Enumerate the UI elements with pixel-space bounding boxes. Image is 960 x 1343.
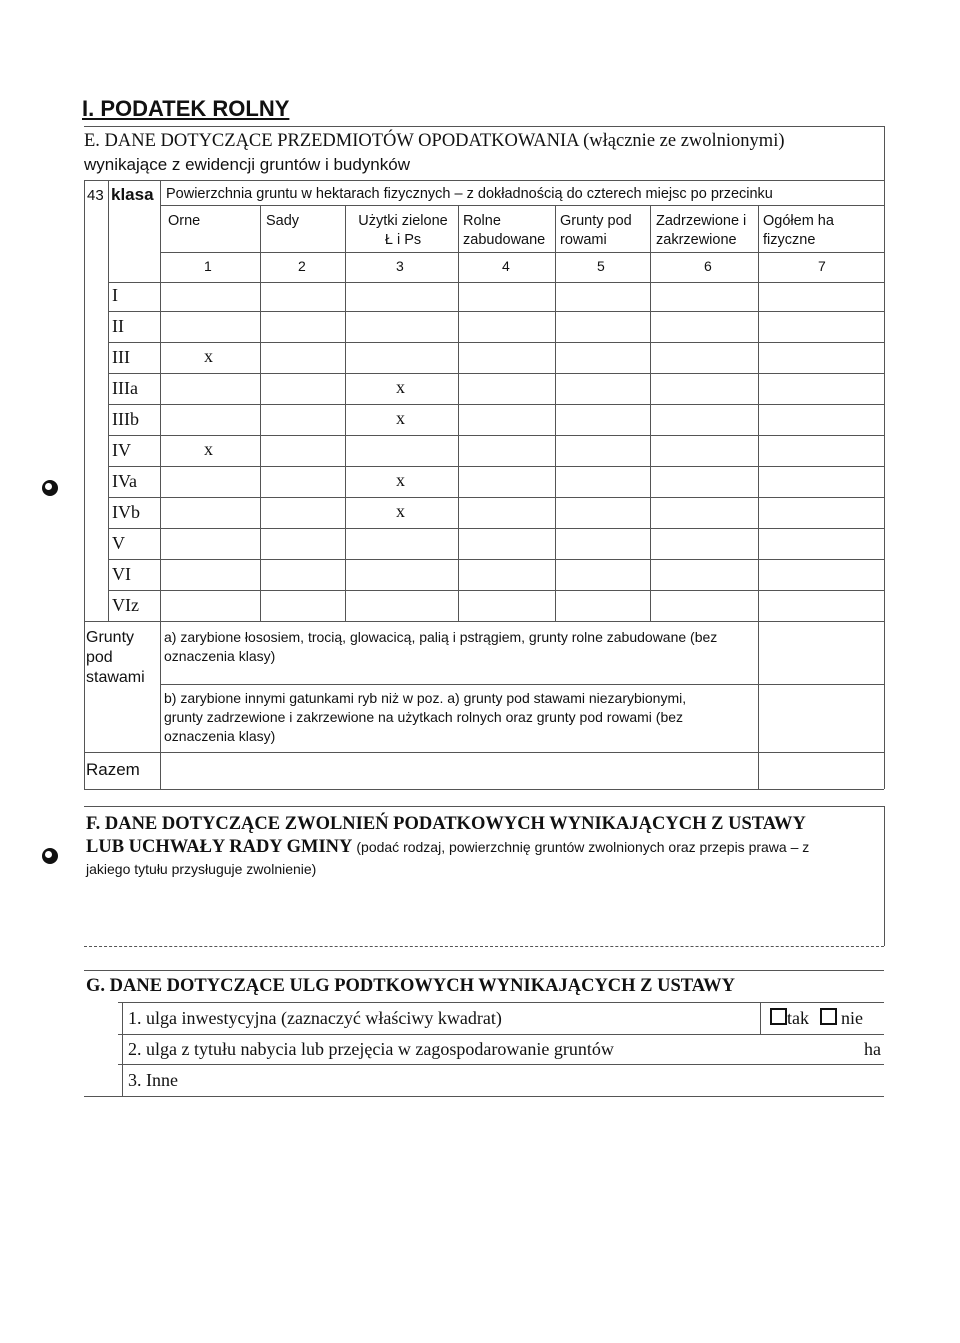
class-label: I: [112, 285, 118, 305]
ulga-nabycie-label: 2. ulga z tytułu nabycia lub przejęcia w zagospodarowanie gruntów: [128, 1039, 614, 1059]
punch-hole-1: [42, 480, 58, 496]
class-label: IVb: [112, 502, 140, 522]
tak-checkbox[interactable]: [770, 1008, 787, 1025]
col-header-uzytki: Użytki zielone Ł i Ps: [358, 213, 448, 248]
col-header-zadrzewione: Zadrzewione i zakrzewione: [656, 213, 747, 248]
cross-mark: x: [396, 501, 405, 521]
area-header: Powierzchnia gruntu w hektarach fizycznych – z dokładnością do czterech miejsc po przecinku: [166, 186, 773, 202]
total-label: Razem: [86, 760, 140, 779]
col-header-rolne: Rolne zabudowane: [463, 213, 546, 248]
class-label: VI: [112, 564, 131, 584]
class-label: IIIa: [112, 378, 138, 398]
ulga-inwestycyjna-label: 1. ulga inwestycyjna (zaznaczyć właściwy kwadrat): [128, 1008, 502, 1028]
section-e-title-line1: E. DANE DOTYCZĄCE PRZEDMIOTÓW OPODATKOWANIA (włącznie ze zwolnionymi): [84, 131, 785, 151]
col-number-4: 4: [502, 258, 510, 274]
class-label: V: [112, 533, 125, 553]
inne-label: 3. Inne: [128, 1070, 178, 1090]
ulga-nabycie-unit: ha: [864, 1039, 881, 1059]
class-label: IVa: [112, 471, 137, 491]
section-f-title-line1: F. DANE DOTYCZĄCE ZWOLNIEŃ PODATKOWYCH WYNIKAJĄCYCH Z USTAWY: [86, 814, 806, 834]
cross-mark: x: [396, 408, 405, 428]
class-header: klasa: [111, 185, 154, 204]
col-header-sady: Sady: [266, 213, 300, 229]
section-f-title-line3: jakiego tytułu przysługuje zwolnienie): [86, 861, 317, 877]
section-f-title-line2-bold: LUB UCHWAŁY RADY GMINY: [86, 837, 353, 857]
col-number-7: 7: [818, 258, 826, 274]
section-g-title: G. DANE DOTYCZĄCE ULG PODTKOWYCH WYNIKAJĄCYCH Z USTAWY: [86, 976, 735, 996]
cross-mark: x: [204, 439, 213, 459]
col-number-6: 6: [704, 258, 712, 274]
class-label: IIIb: [112, 409, 139, 429]
section-e-title: [84, 129, 785, 177]
col-header-orne: Orne: [168, 213, 201, 229]
ponds-a-text: a) zarybione łososiem, trocią, glowacicą, palią i pstrągiem, grunty rolne zabudowane (bez oznaczenia klasy): [164, 629, 718, 664]
nie-checkbox[interactable]: [820, 1008, 837, 1025]
ponds-b-text: b) zarybione innymi gatunkami ryb niż w poz. a) grunty pod stawami niezarybionymi, grunty zadrzewione i zakrzewione na użytkach rolnych oraz grunty pod rowami (bez oznaczenia klasy): [164, 690, 687, 744]
col-number-5: 5: [597, 258, 605, 274]
col-number-2: 2: [298, 258, 306, 274]
section-e-title-line2: wynikające z ewidencji gruntów i budynków: [84, 155, 410, 174]
section-f-title-line2-rest: (podać rodzaj, powierzchnię gruntów zwolnionych oraz przepis prawa – z: [356, 839, 810, 855]
row-number: 43: [87, 187, 104, 204]
section-f-title: [86, 812, 809, 879]
col-header-ogolem: Ogółem ha fizyczne: [763, 213, 834, 248]
cross-mark: x: [396, 470, 405, 490]
nie-label: nie: [841, 1008, 863, 1028]
class-label: VIz: [112, 595, 139, 615]
punch-hole-2: [42, 848, 58, 864]
class-label: III: [112, 347, 130, 367]
col-number-3: 3: [396, 258, 404, 274]
col-header-grunty: Grunty pod rowami: [560, 213, 632, 248]
ponds-label: Grunty pod stawami: [86, 629, 145, 686]
class-label: IV: [112, 440, 131, 460]
ulga-inwestycyjna-options: [770, 1008, 863, 1029]
class-label: II: [112, 316, 124, 336]
col-number-1: 1: [204, 258, 212, 274]
section-i-title: I. PODATEK ROLNY: [82, 96, 290, 121]
cross-mark: x: [396, 377, 405, 397]
tak-label: tak: [787, 1008, 809, 1028]
cross-mark: x: [204, 346, 213, 366]
